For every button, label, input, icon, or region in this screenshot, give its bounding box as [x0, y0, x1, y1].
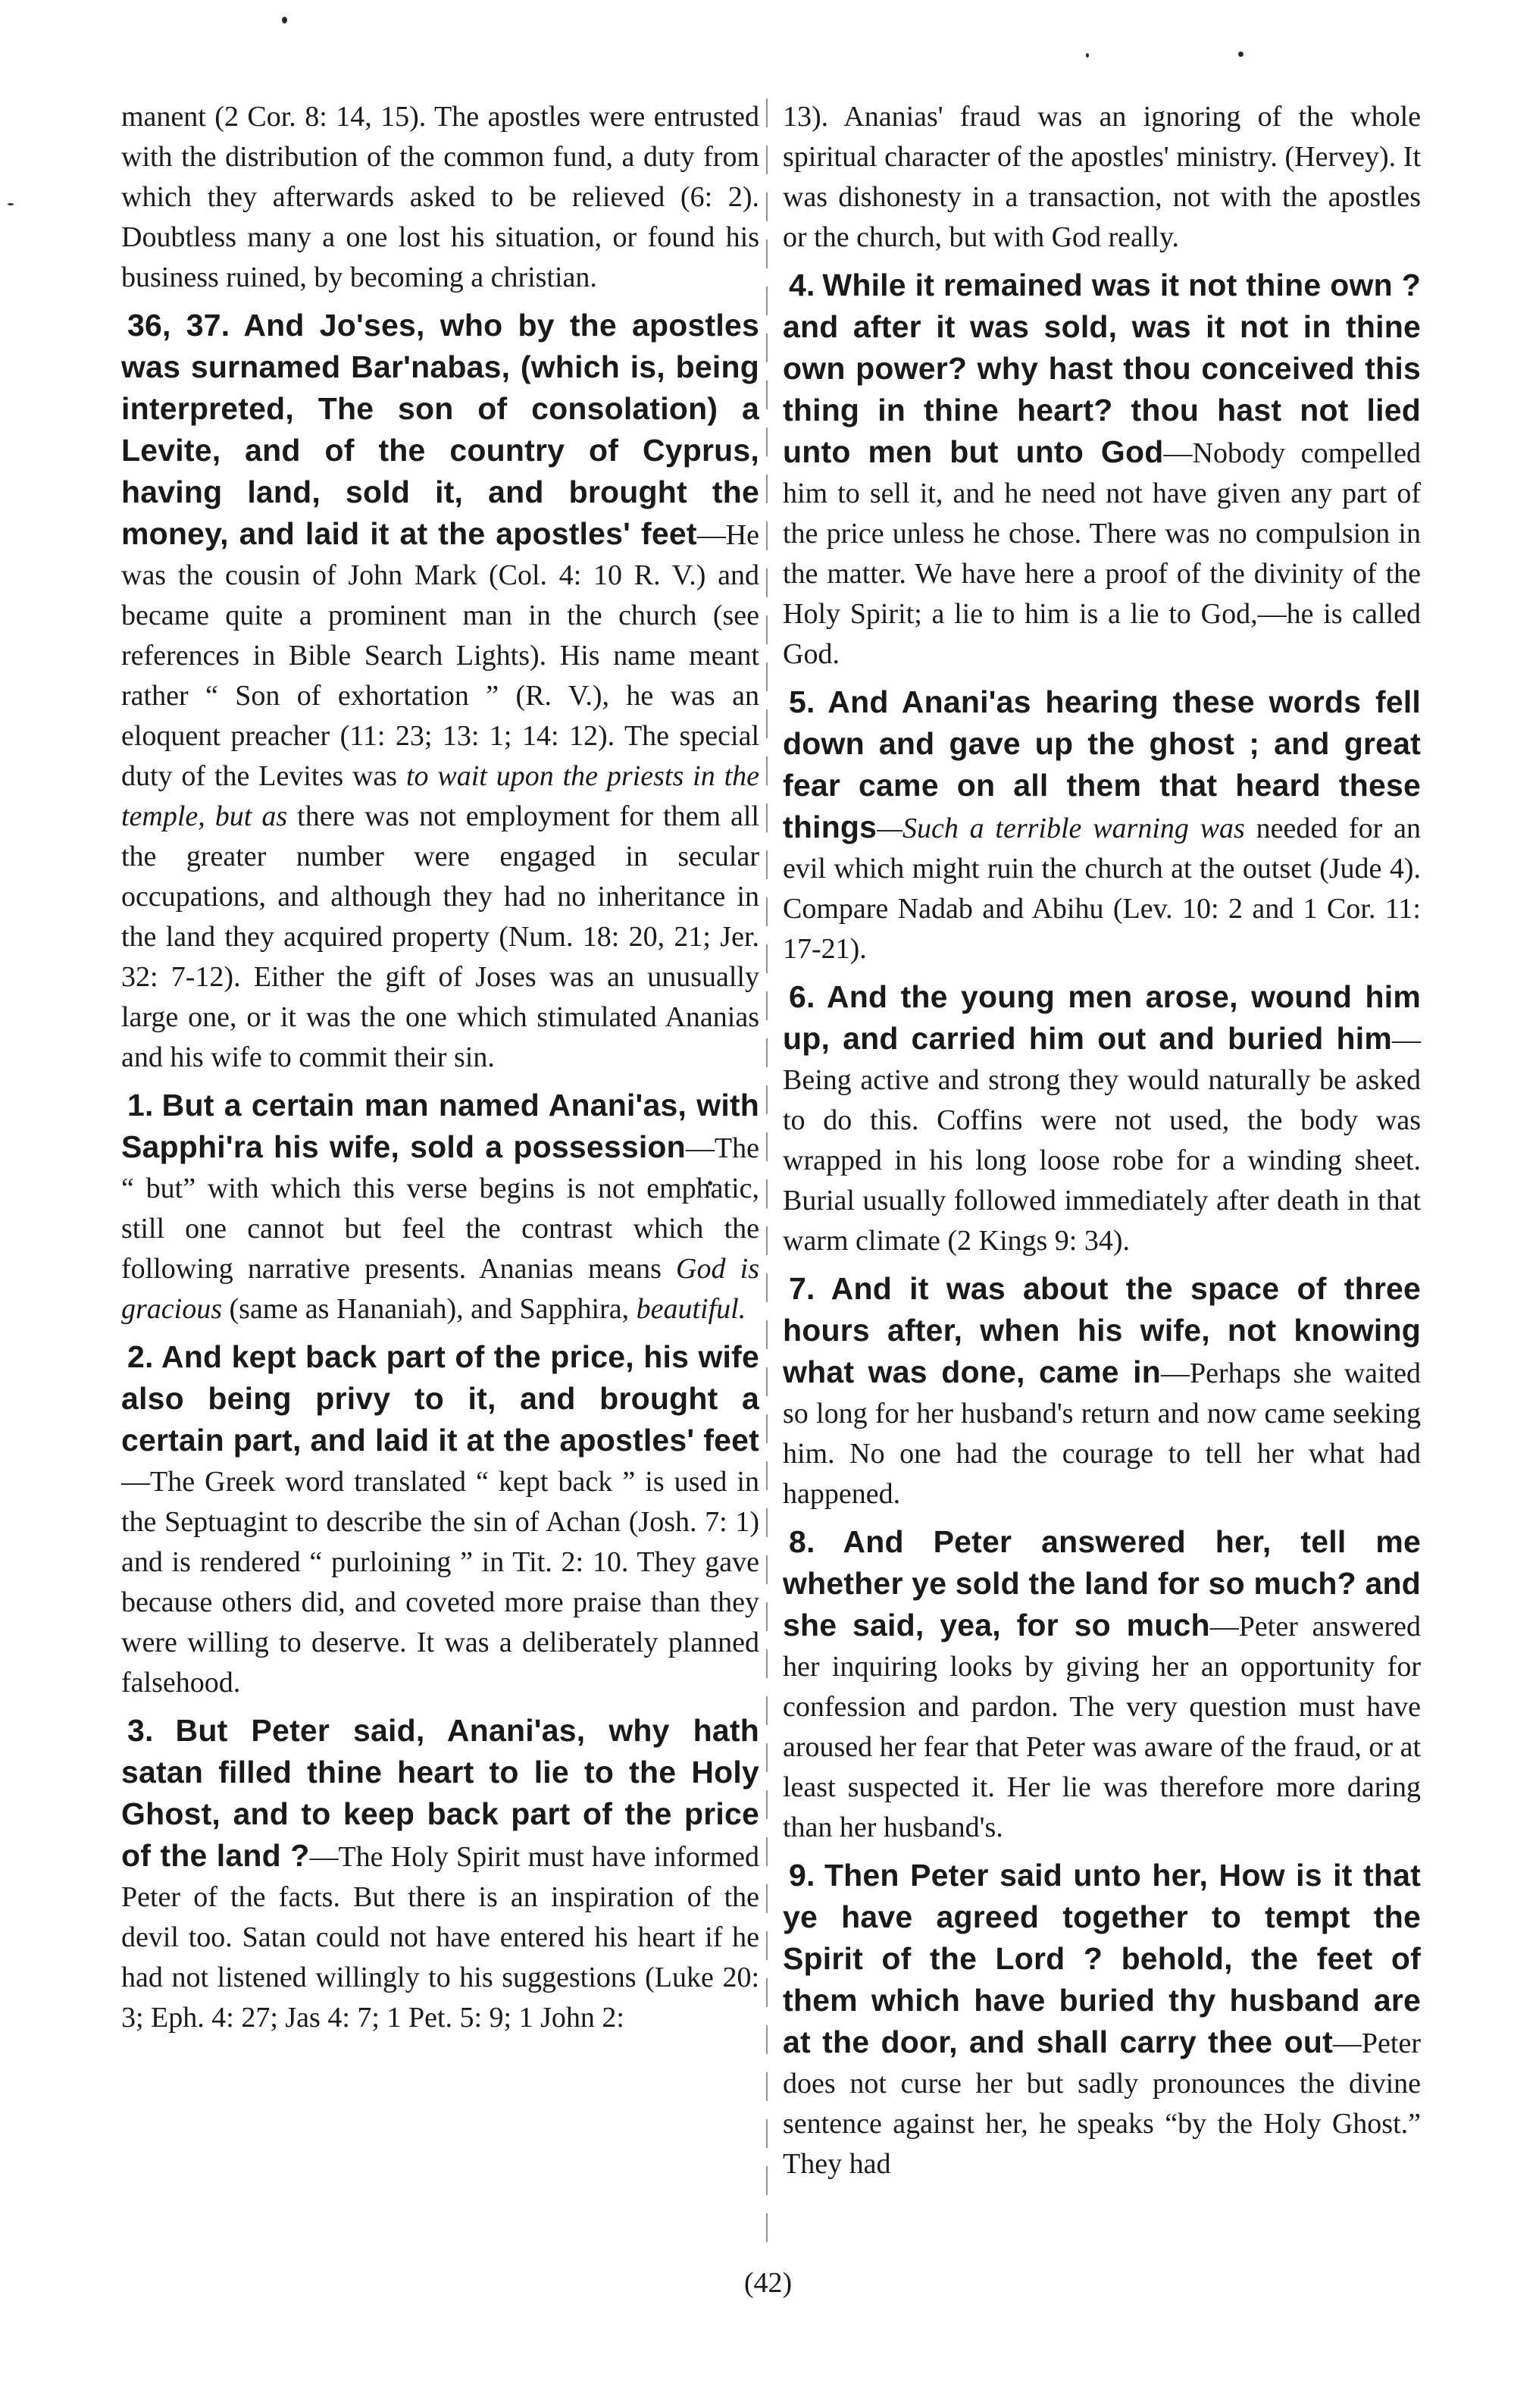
paragraph-continuation [783, 97, 1421, 258]
commentary-text: —Perhaps she waited so long for her husband's return and now came seeking him. No one had the courage to tell her what had happened. [783, 1357, 1421, 1510]
verse-text: While it remained was it not thine own ? and after it was sold, was it not in thine own power? why hast thou conceived this thing in thine heart? thou hast not lied unto men but unto God [783, 268, 1422, 469]
verse-text: And it was about the space of three hours after, when his wife, not knowing what was done, came in [783, 1271, 1421, 1389]
verse-number: 6. [789, 979, 815, 1014]
commentary-text: 13). Ananias' fraud was an ignoring of the whole spiritual character of the apostles' ministry. (Hervey). It was dishonesty in a transaction, not with the apostles or the church, but with God really. [783, 101, 1421, 253]
verse-text: And Anani'as hearing these words fell down and gave up the ghost ; and great fear came on all them that heard these things [783, 684, 1422, 844]
commentary-text: —Peter answered her inquiring looks by giving her an opportunity for confession and pardon. The very question must have aroused her fear that Peter was aware of the fraud, or at least suspected it. Her lie was therefore more daring than her husband's. [783, 1611, 1422, 1843]
verse-number: 3. [127, 1713, 154, 1748]
commentary-text: —The “ but” with which this verse begins is not emphatic, still one cannot but feel the contrast which the following narrative presents. Ananias means [121, 1132, 759, 1285]
paragraph-verse-36-37 [121, 305, 759, 1078]
commentary-text: needed for an evil which might ruin the church at the outset (Jude 4). Compare Nadab and Abihu (Lev. 10: 2 and 1 Cor. 11: 17-21). [783, 813, 1421, 965]
commentary-text: —The Holy Spirit must have informed Peter of the facts. But there is an inspiration of the devil too. Satan could not have entered his heart if he had not listened willingly to his suggestions (Luke 20: 3; Eph. 4: 27; Jas 4: 7; 1 Pet. 5: 9; 1 John 2: [121, 1841, 759, 2034]
paragraph-verse-1 [121, 1085, 759, 1329]
paragraph-verse-4 [783, 265, 1421, 675]
paragraph-verse-5 [783, 682, 1421, 969]
commentary-italic: beautiful. [636, 1293, 746, 1325]
scan-speck [1238, 52, 1244, 57]
commentary-text: manent (2 Cor. 8: 14, 15). The apostles were entrusted with the distribution of the common fund, a duty from which they afterwards asked to be relieved (6: 2). Doubtless many a one lost his situation, or found his business ruined, by becoming a christian. [121, 101, 759, 293]
paragraph-verse-8 [783, 1522, 1421, 1848]
commentary-text: —Nobody compelled him to sell it, and he need not have given any part of the price unless he chose. There was no compulsion in the matter. We have here a proof of the divinity of the Holy Spirit; a lie to him is a lie to God,—he is called God. [783, 437, 1421, 670]
scan-speck [282, 17, 287, 23]
verse-text: But Peter said, Anani'as, why hath satan filled thine heart to lie to the Holy Ghost, and to keep back part of the price of the land ? [121, 1713, 760, 1873]
commentary-text: there was not employment for them all the greater number were engaged in secular occupations, and although they had no inheritance in the land they acquired property (Num. 18: 20, 21; Jer. 32: 7-12). Either the gift of Joses was an unusually large one, or it was the one which stimulated Ananias and his wife to commit their sin. [121, 800, 759, 1073]
verse-text: And kept back part of the price, his wife also being privy to it, and brought a certain part, and laid it at the apostles' feet [121, 1339, 760, 1458]
commentary-italic: to wait upon the priests in the temple, but as [121, 760, 759, 832]
verse-number: 8. [789, 1524, 815, 1559]
verse-text: But a certain man named Anani'as, with Sapphi'ra his wife, sold a possession [121, 1088, 760, 1164]
verse-number: 4. [789, 268, 815, 302]
paragraph-verse-9 [783, 1855, 1421, 2184]
paragraph-verse-6 [783, 977, 1421, 1261]
commentary-text: (same as Hananiah), and Sapphira, [222, 1293, 637, 1325]
verse-text: And Jo'ses, who by the apostles was surnamed Bar'nabas, (which is, being interpreted, The son of consolation) a Levite, and of the country of Cyprus, having land, sold it, and brought the money, and laid it at the apostles' feet [121, 308, 759, 551]
column-divider [766, 99, 768, 2259]
verse-text: And the young men arose, wound him up, and carried him out and buried him [783, 979, 1422, 1056]
verse-number: 2. [127, 1339, 154, 1374]
paragraph-verse-3 [121, 1711, 759, 2038]
paragraph-intro [121, 97, 759, 298]
verse-number: 1. [127, 1088, 154, 1123]
commentary-italic: God is gracious [121, 1253, 759, 1325]
page-number: (42) [743, 2267, 793, 2299]
verse-number: 9. [789, 1858, 815, 1893]
scan-speck [1086, 53, 1089, 58]
commentary-italic: —Such a terrible warning was [877, 813, 1245, 844]
commentary-text: —Being active and strong they would naturally be asked to do this. Coffins were not used, the body was wrapped in his long loose robe for a winding sheet. Burial usually followed immediately after death in that warm climate (2 Kings 9: 34). [783, 1024, 1421, 1257]
verse-number: 36, 37. [127, 308, 230, 343]
commentary-text: —He was the cousin of John Mark (Col. 4: 10 R. V.) and became quite a prominent man in the church (see references in Bible Search Lights). His name meant rather “ Son of exhortation ” (R. V.), he was an eloquent preacher (11: 23; 13: 1; 14: 12). The special duty of the Levites was [121, 519, 759, 792]
verse-number: 7. [789, 1271, 815, 1306]
right-column [783, 97, 1421, 2192]
commentary-text: —Peter does not curse her but sadly pronounces the divine sentence against her, he speaks “by the Holy Ghost.” They had [783, 2028, 1421, 2180]
verse-text: Then Peter said unto her, How is it that ye have agreed together to tempt the Spirit of the Lord ? behold, the feet of them which have buried thy husband are at the door, and shall carry thee out [783, 1858, 1421, 2059]
left-column [121, 97, 759, 2046]
verse-number: 5. [789, 684, 815, 719]
paragraph-verse-2 [121, 1337, 759, 1703]
paragraph-verse-7 [783, 1269, 1421, 1514]
verse-text: And Peter answered her, tell me whether ye sold the land for so much? and she said, yea, for so much [783, 1524, 1421, 1642]
scan-speck [8, 203, 14, 205]
commentary-text: —The Greek word translated “ kept back ” is used in the Septuagint to describe the sin of Achan (Josh. 7: 1) and is rendered “ purloining ” in Tit. 2: 10. They gave because others did, and coveted more praise than they were willing to deserve. It was a deliberately planned falsehood. [121, 1466, 759, 1699]
